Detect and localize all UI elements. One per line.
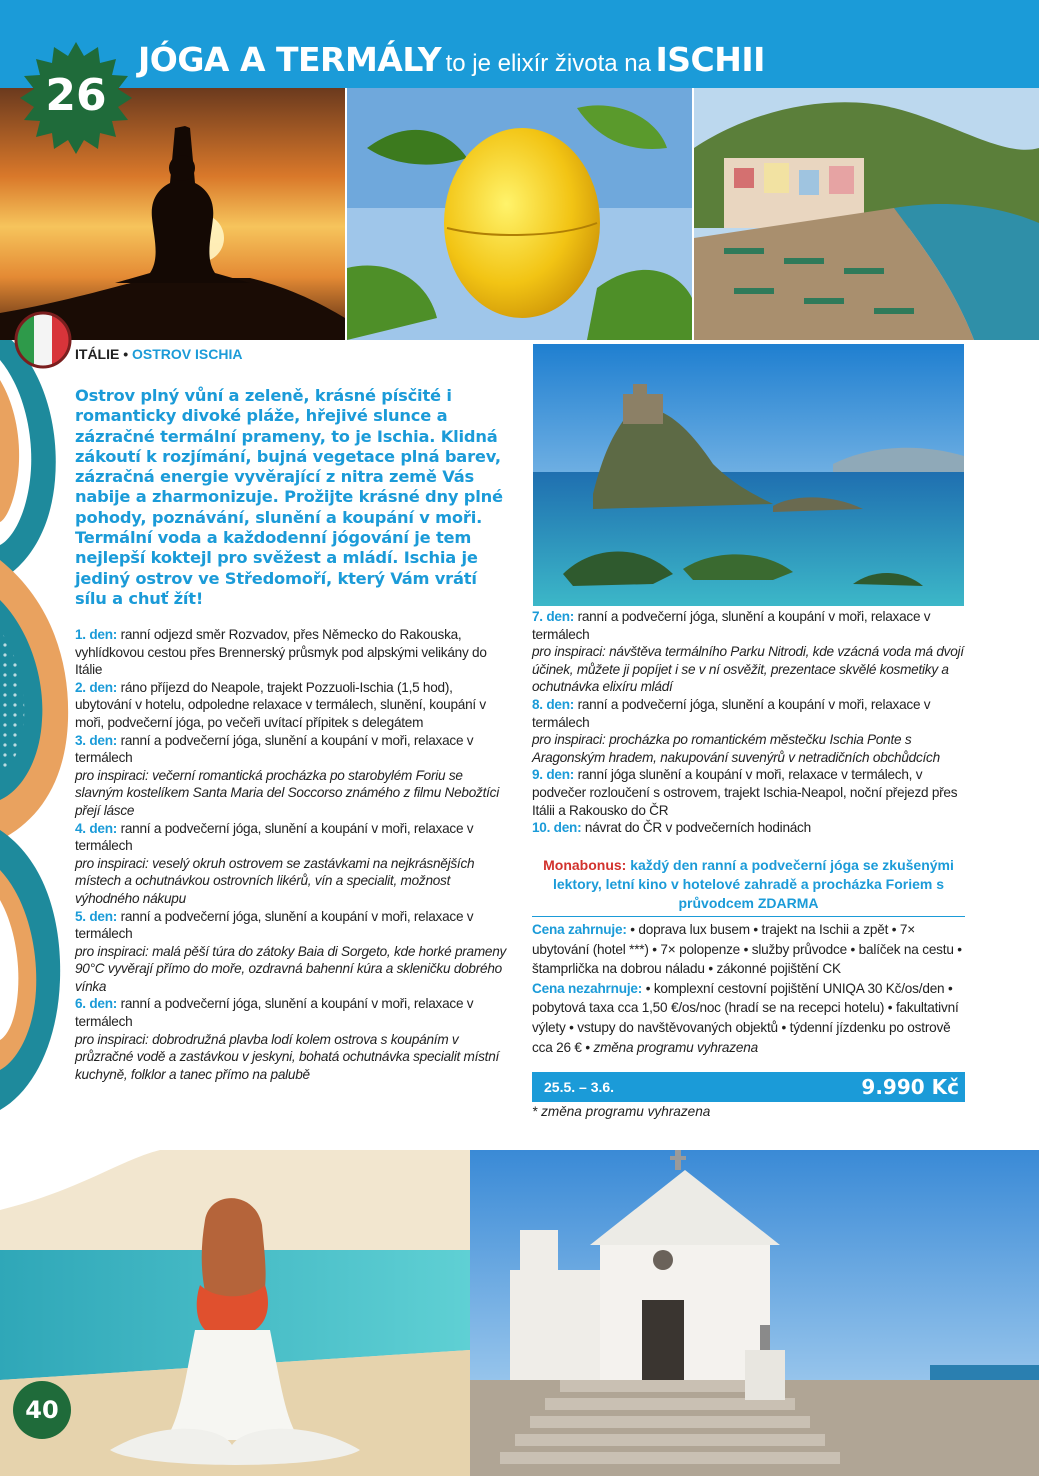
- included-text: • doprava lux busem • trajekt na Ischii a zpět • 7× ubytování (hotel ***) • 7× polopenze • služby průvodce • balíček na cestu • štamprlička na dobrou náladu • zákonné pojištění CK: [532, 922, 962, 977]
- day-text: návrat do ČR v podvečerních hodinách: [584, 820, 811, 836]
- day-inspiration: pro inspiraci: návštěva termálního Parku Nitrodi, kde vzácná voda má dvojí účinek, můžete ji popíjet i se v ní osvěžit, prezentace skvělé kosmetiky a ochutnávka elixíru mládí: [532, 644, 964, 695]
- day-text: ranní jóga slunění a koupání v moři, relaxace v termálech, v podvečer rozloučení s ostrovem, trajekt Ischia-Neapol, noční přejezd přes Itálii a Rakousko do ČR: [532, 767, 958, 818]
- photo-yoga-church: [0, 1150, 1039, 1476]
- day-label: 3. den:: [75, 732, 118, 748]
- photo-beach-town: [694, 88, 1039, 340]
- day-label: 10. den:: [532, 820, 582, 836]
- itinerary-day: [532, 766, 965, 819]
- day-text: ranní odjezd směr Rozvadov, přes Německo do Rakouska, vyhlídkovou cestou přes Brennerský průsmyk pod alpskými velikány do Itálie: [75, 627, 487, 678]
- day-text: ranní a podvečerní jóga, slunění a koupání v moři, relaxace v termálech: [75, 820, 474, 854]
- included-label: Cena zahrnuje:: [532, 922, 627, 937]
- day-label: 8. den:: [532, 696, 575, 712]
- itinerary-right: [532, 608, 965, 837]
- day-label: 1. den:: [75, 627, 118, 642]
- itinerary-day: [75, 679, 509, 732]
- excluded-label-a: Cena: [532, 980, 569, 996]
- excluded-note: změna programu vyhrazena: [593, 1039, 758, 1055]
- photo-castle-island: [533, 344, 964, 606]
- footnote: * změna programu vyhrazena: [532, 1104, 711, 1119]
- excluded-text: • komplexní cestovní pojištění UNIQA 30 Kč/os/den • pobytová taxa cca 1,50 €/os/noc (hradí se na recepci hotelu) • fakultativní výlety • vstupy do navštěvovaných objektů • týdenní jízdenku po ostrově cca 26 € •: [532, 980, 959, 1055]
- location-separator: •: [123, 346, 129, 362]
- day-label: 4. den:: [75, 820, 118, 836]
- title-mid: to je elixír života na: [445, 50, 651, 77]
- title-end: ISCHII: [655, 40, 765, 79]
- day-inspiration: pro inspiraci: malá pěší túra do zátoky Baia di Sorgeto, kde horké prameny 90°C vyvěrají přímo do moře, ozdravná bahenní kúra a skleničku dobrého vínka: [75, 943, 507, 994]
- itinerary-day: [75, 626, 509, 679]
- itinerary-day: [75, 732, 509, 767]
- price-info: [532, 916, 965, 1057]
- day-label: 6. den:: [75, 996, 118, 1012]
- itinerary-day: [532, 696, 965, 731]
- photo-lemon: [347, 88, 692, 340]
- country-name: ITÁLIE: [75, 346, 120, 362]
- monabonus-label: Monabonus:: [543, 857, 627, 873]
- day-text: ráno příjezd do Neapole, trajekt Pozzuoli-Ischia (1,5 hod), ubytování v hotelu, odpoledne relaxace v termálech, slunění, koupání v moři, podvečerní jóga, po večeři uvítací přípitek s delegátem: [75, 679, 486, 730]
- day-inspiration: pro inspiraci: dobrodružná plavba lodí kolem ostrova s koupáním v průzračné vodě a zastávkou v jeskyni, bohatá ochutnávka specialit místní kuchyně, folklor a tanec přímo na palubě: [75, 1031, 500, 1082]
- price-value: 9.990 Kč: [861, 1075, 959, 1099]
- day-inspiration: pro inspiraci: procházka po romantickém městečku Ischia Ponte s Aragonským hradem, nakupování suvenýrů v netradičních obchůdcích: [532, 732, 940, 765]
- day-label: 9. den:: [532, 767, 575, 783]
- day-text: ranní a podvečerní jóga, slunění a koupání v moři, relaxace v termálech: [532, 609, 931, 642]
- day-inspiration: pro inspiraci: veselý okruh ostrovem se zastávkami na nejkrásnějších místech a ochutnávkou ostrovních likérů, vín a specialit, možnost výhodného nákupu: [75, 855, 475, 906]
- excluded-label-b: nezahrnuje:: [568, 980, 643, 996]
- region-name: OSTROV ISCHIA: [132, 346, 243, 362]
- tour-number: 26: [45, 70, 107, 121]
- page-number: 40: [25, 1396, 59, 1424]
- itinerary-day: [75, 820, 509, 855]
- page-title: [138, 40, 765, 79]
- itinerary-day: [532, 819, 965, 837]
- title-main: JÓGA A TERMÁLY: [138, 40, 442, 79]
- day-text: ranní a podvečerní jóga, slunění a koupání v moři, relaxace v termálech: [75, 996, 474, 1030]
- day-label: 2. den:: [75, 679, 118, 695]
- location-line: [75, 346, 243, 362]
- itinerary-day: [75, 995, 509, 1030]
- monabonus-text: každý den ranní a podvečerní jóga se zkušenými lektory, letní kino v hotelové zahradě a procházka Foriem s průvodcem ZDARMA: [552, 857, 954, 911]
- monabonus: [532, 856, 965, 913]
- itinerary-left: [75, 626, 509, 1083]
- day-label: 5. den:: [75, 908, 118, 924]
- itinerary-day: [532, 608, 965, 643]
- day-inspiration: pro inspiraci: večerní romantická procházka po starobylém Foriu se slavným kostelíkem Santa Maria del Soccorso známého z filmu Nebožtíci přejí lásce: [75, 767, 499, 818]
- day-text: ranní a podvečerní jóga, slunění a koupání v moři, relaxace v termálech: [532, 696, 931, 730]
- day-text: ranní a podvečerní jóga, slunění a koupání v moři, relaxace v termálech: [75, 732, 474, 766]
- day-text: ranní a podvečerní jóga, slunění a koupání v moři, relaxace v termálech: [75, 908, 474, 942]
- italy-flag-icon: [14, 311, 72, 369]
- itinerary-day: [75, 908, 509, 943]
- price-dates: 25.5. – 3.6.: [544, 1079, 615, 1095]
- intro-text: Ostrov plný vůní a zeleně, krásné písčité i romanticky divoké pláže, hřejivé slunce a zázračné termální prameny, to je Ischia. Klidná zákoutí k rozjímání, bujná vegetace plná barev, zázračná energie vyvěrající z nitra země Vás nabije a zharmonizuje. Prožijte krásné dny plné pohody, poznávání, slunění a koupání v moři. Termální voda a každodenní jógování je tem nejlepší koktejl pro svěžest a mládí. Ischia je jediný ostrov ve Středomoří, který Vám vrátí sílu a chuť žít!: [75, 386, 503, 608]
- day-label: 7. den:: [532, 609, 575, 624]
- price-bar: [532, 1072, 965, 1102]
